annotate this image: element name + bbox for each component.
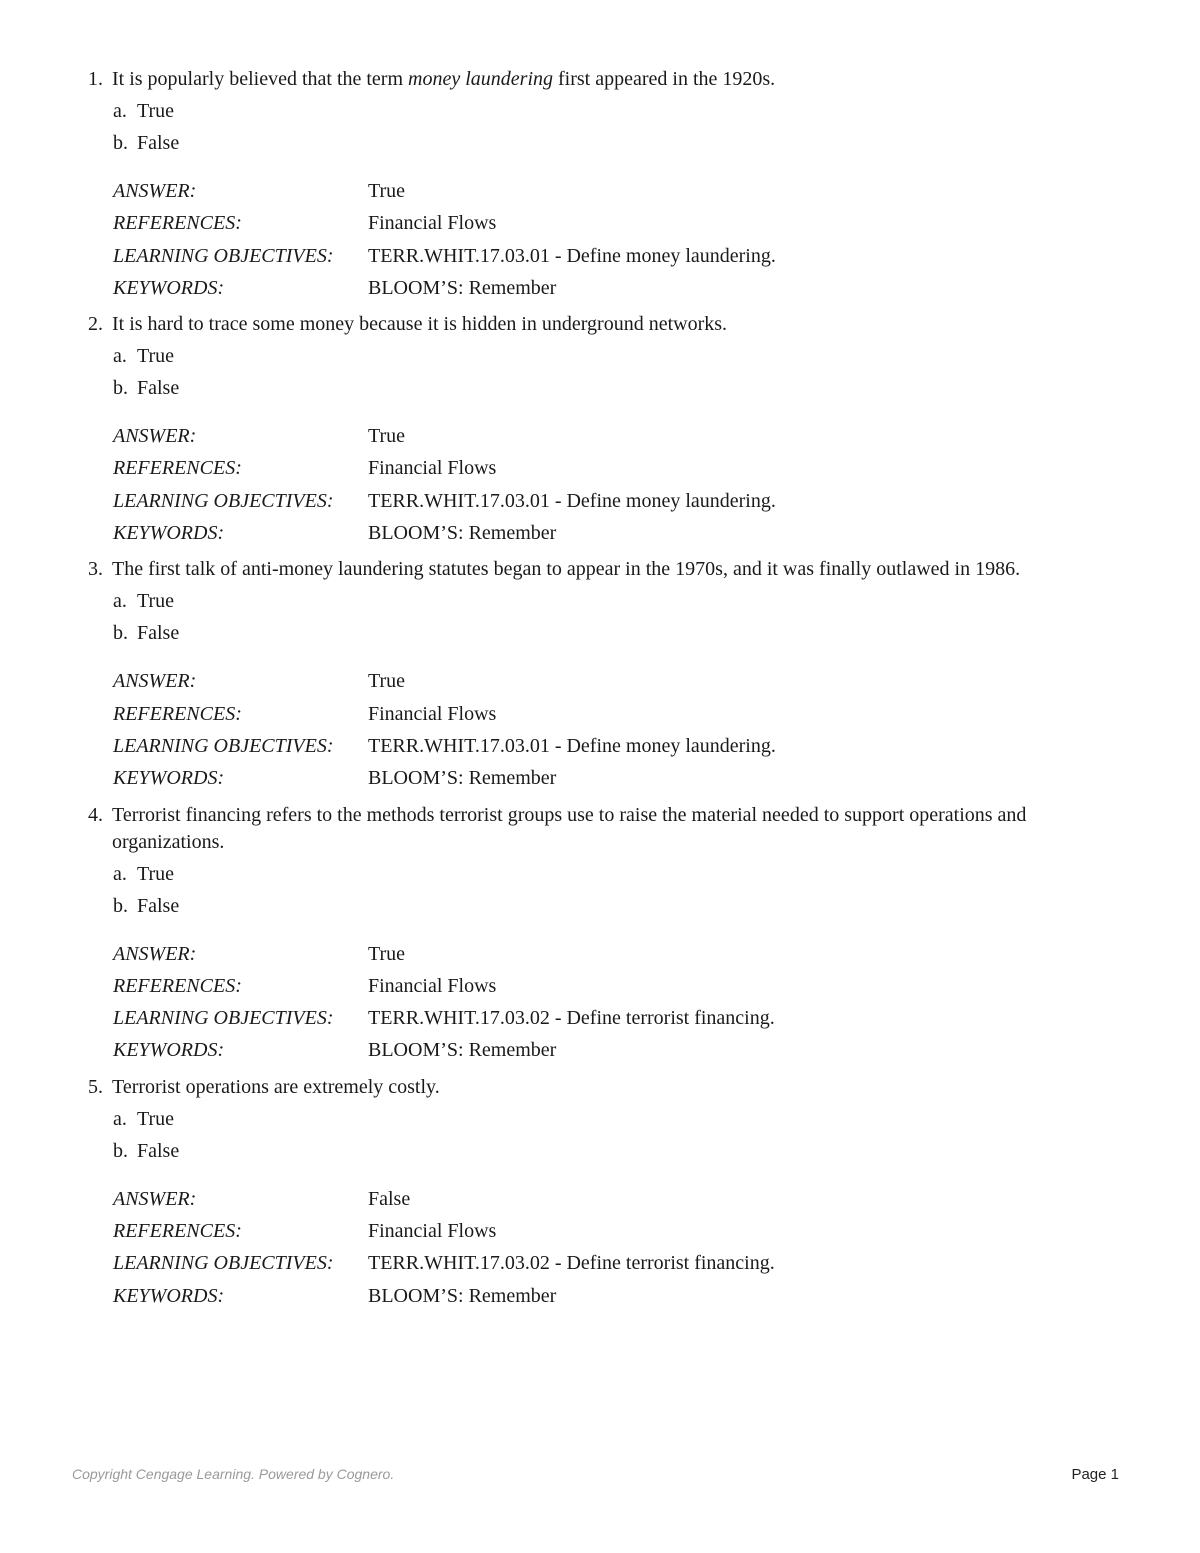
- option-letter: a.: [113, 100, 127, 122]
- question-list: [88, 66, 1128, 1319]
- keywords-row: [113, 762, 1128, 794]
- learning-objectives-label: LEARNING OBJECTIVES:: [113, 1007, 334, 1030]
- option-letter: b.: [113, 1139, 128, 1162]
- question-text: [112, 311, 1128, 338]
- answer-options: [88, 585, 1128, 649]
- option-b: [113, 617, 1128, 649]
- keywords-row: [113, 1034, 1128, 1066]
- learning-objectives-label: LEARNING OBJECTIVES:: [113, 1252, 334, 1275]
- question-5: [88, 1074, 1128, 1312]
- page-number: Page 1: [1071, 1466, 1119, 1483]
- option-text: False: [137, 1139, 180, 1162]
- keywords-value: BLOOM’S: Remember: [368, 522, 557, 545]
- learning-objectives-value: TERR.WHIT.17.03.01 - Define money laundering.: [368, 244, 776, 267]
- option-text: False: [137, 377, 180, 400]
- answer-label: ANSWER:: [113, 670, 197, 693]
- references-value: Financial Flows: [368, 974, 497, 997]
- references-value: Financial Flows: [368, 702, 497, 725]
- keywords-label: KEYWORDS:: [113, 767, 225, 790]
- option-letter: a.: [113, 862, 127, 885]
- question-stem: [88, 1074, 1128, 1101]
- references-label: REFERENCES:: [113, 1220, 242, 1243]
- option-b: [113, 890, 1128, 922]
- learning-objectives-label: LEARNING OBJECTIVES:: [113, 244, 334, 267]
- answer-label: ANSWER:: [113, 942, 197, 965]
- answer-row: [113, 1183, 1128, 1215]
- keywords-row: [113, 272, 1128, 304]
- answer-value: True: [368, 942, 406, 965]
- option-text: False: [137, 622, 180, 645]
- option-a: [113, 585, 1128, 617]
- question-number: 1.: [88, 68, 103, 90]
- answer-options: [88, 95, 1128, 159]
- question-stem: [88, 802, 1128, 856]
- option-letter: b.: [113, 377, 128, 400]
- learning-objectives-label: LEARNING OBJECTIVES:: [113, 734, 334, 757]
- answer-value: True: [368, 425, 406, 448]
- option-letter: b.: [113, 894, 128, 917]
- keywords-value: BLOOM’S: Remember: [368, 767, 557, 790]
- question-text-part: Terrorist financing refers to the methods terrorist groups use to raise the material needed to support operations and organizations.: [112, 803, 1027, 853]
- question-text: [112, 66, 1128, 93]
- option-b: [113, 127, 1128, 159]
- keywords-label: KEYWORDS:: [113, 276, 225, 299]
- keywords-label: KEYWORDS:: [113, 522, 225, 545]
- question-text: [112, 1074, 1128, 1101]
- learning-objectives-row: [113, 1247, 1128, 1279]
- learning-objectives-value: TERR.WHIT.17.03.02 - Define terrorist financing.: [368, 1007, 775, 1030]
- question-2: [88, 311, 1128, 549]
- keywords-value: BLOOM’S: Remember: [368, 276, 557, 299]
- answer-row: [113, 938, 1128, 970]
- question-number: 3.: [88, 558, 103, 581]
- keywords-label: KEYWORDS:: [113, 1039, 225, 1062]
- question-1: [88, 66, 1128, 304]
- question-text-part: Terrorist operations are extremely costly.: [112, 1075, 440, 1098]
- question-metadata: [88, 938, 1128, 1067]
- references-row: [113, 207, 1128, 239]
- references-label: REFERENCES:: [113, 974, 242, 997]
- learning-objectives-row: [113, 1002, 1128, 1034]
- option-a: [113, 340, 1128, 372]
- question-text-part: The first talk of anti-money laundering statutes began to appear in the 1970s, and it was finally outlawed in 1986.: [112, 558, 1021, 581]
- question-text: [112, 556, 1128, 583]
- question-stem: [88, 556, 1128, 583]
- option-text: False: [137, 132, 180, 154]
- learning-objectives-label: LEARNING OBJECTIVES:: [113, 489, 334, 512]
- references-row: [113, 970, 1128, 1002]
- answer-options: [88, 858, 1128, 922]
- question-text: [112, 802, 1128, 856]
- answer-row: [113, 420, 1128, 452]
- keywords-row: [113, 1280, 1128, 1312]
- references-value: Financial Flows: [368, 457, 497, 480]
- answer-label: ANSWER:: [113, 425, 197, 448]
- learning-objectives-value: TERR.WHIT.17.03.01 - Define money laundering.: [368, 489, 776, 512]
- question-number: 5.: [88, 1075, 103, 1098]
- option-text: True: [137, 100, 175, 122]
- option-letter: b.: [113, 132, 128, 154]
- question-number: 2.: [88, 313, 103, 336]
- references-row: [113, 698, 1128, 730]
- option-letter: a.: [113, 1107, 127, 1130]
- keywords-value: BLOOM’S: Remember: [368, 1039, 557, 1062]
- question-metadata: [88, 175, 1128, 304]
- references-label: REFERENCES:: [113, 702, 242, 725]
- answer-options: [88, 1103, 1128, 1167]
- option-a: [113, 95, 1128, 127]
- answer-options: [88, 340, 1128, 404]
- option-letter: a.: [113, 590, 127, 613]
- question-4: [88, 802, 1128, 1067]
- keywords-row: [113, 517, 1128, 549]
- answer-row: [113, 665, 1128, 697]
- answer-label: ANSWER:: [113, 1187, 197, 1210]
- question-3: [88, 556, 1128, 794]
- learning-objectives-value: TERR.WHIT.17.03.01 - Define money laundering.: [368, 734, 776, 757]
- answer-value: True: [368, 180, 406, 202]
- answer-value: False: [368, 1187, 411, 1210]
- question-text-part: first appeared in the 1920s.: [553, 68, 776, 90]
- option-text: True: [137, 1107, 175, 1130]
- question-metadata: [88, 1183, 1128, 1312]
- answer-label: ANSWER:: [113, 180, 197, 202]
- option-a: [113, 1103, 1128, 1135]
- references-row: [113, 1215, 1128, 1247]
- option-b: [113, 372, 1128, 404]
- option-text: True: [137, 345, 175, 368]
- references-row: [113, 452, 1128, 484]
- question-text-part: It is popularly believed that the term: [112, 68, 409, 90]
- learning-objectives-row: [113, 485, 1128, 517]
- references-value: Financial Flows: [368, 212, 497, 235]
- question-number: 4.: [88, 803, 103, 826]
- keywords-value: BLOOM’S: Remember: [368, 1284, 557, 1307]
- keywords-label: KEYWORDS:: [113, 1284, 225, 1307]
- references-label: REFERENCES:: [113, 457, 242, 480]
- option-text: True: [137, 862, 175, 885]
- question-text-part: It is hard to trace some money because it is hidden in underground networks.: [112, 313, 728, 336]
- option-a: [113, 858, 1128, 890]
- references-value: Financial Flows: [368, 1220, 497, 1243]
- learning-objectives-row: [113, 240, 1128, 272]
- question-stem: [88, 311, 1128, 338]
- option-text: True: [137, 590, 175, 613]
- option-b: [113, 1135, 1128, 1167]
- answer-row: [113, 175, 1128, 207]
- option-text: False: [137, 894, 180, 917]
- option-letter: a.: [113, 345, 127, 368]
- copyright-footer: Copyright Cengage Learning. Powered by Cognero.: [72, 1466, 395, 1482]
- question-stem: [88, 66, 1128, 93]
- question-metadata: [88, 665, 1128, 794]
- references-label: REFERENCES:: [113, 212, 242, 235]
- learning-objectives-row: [113, 730, 1128, 762]
- question-metadata: [88, 420, 1128, 549]
- option-letter: b.: [113, 622, 128, 645]
- answer-value: True: [368, 670, 406, 693]
- learning-objectives-value: TERR.WHIT.17.03.02 - Define terrorist financing.: [368, 1252, 775, 1275]
- question-text-emphasis: money laundering: [408, 68, 554, 90]
